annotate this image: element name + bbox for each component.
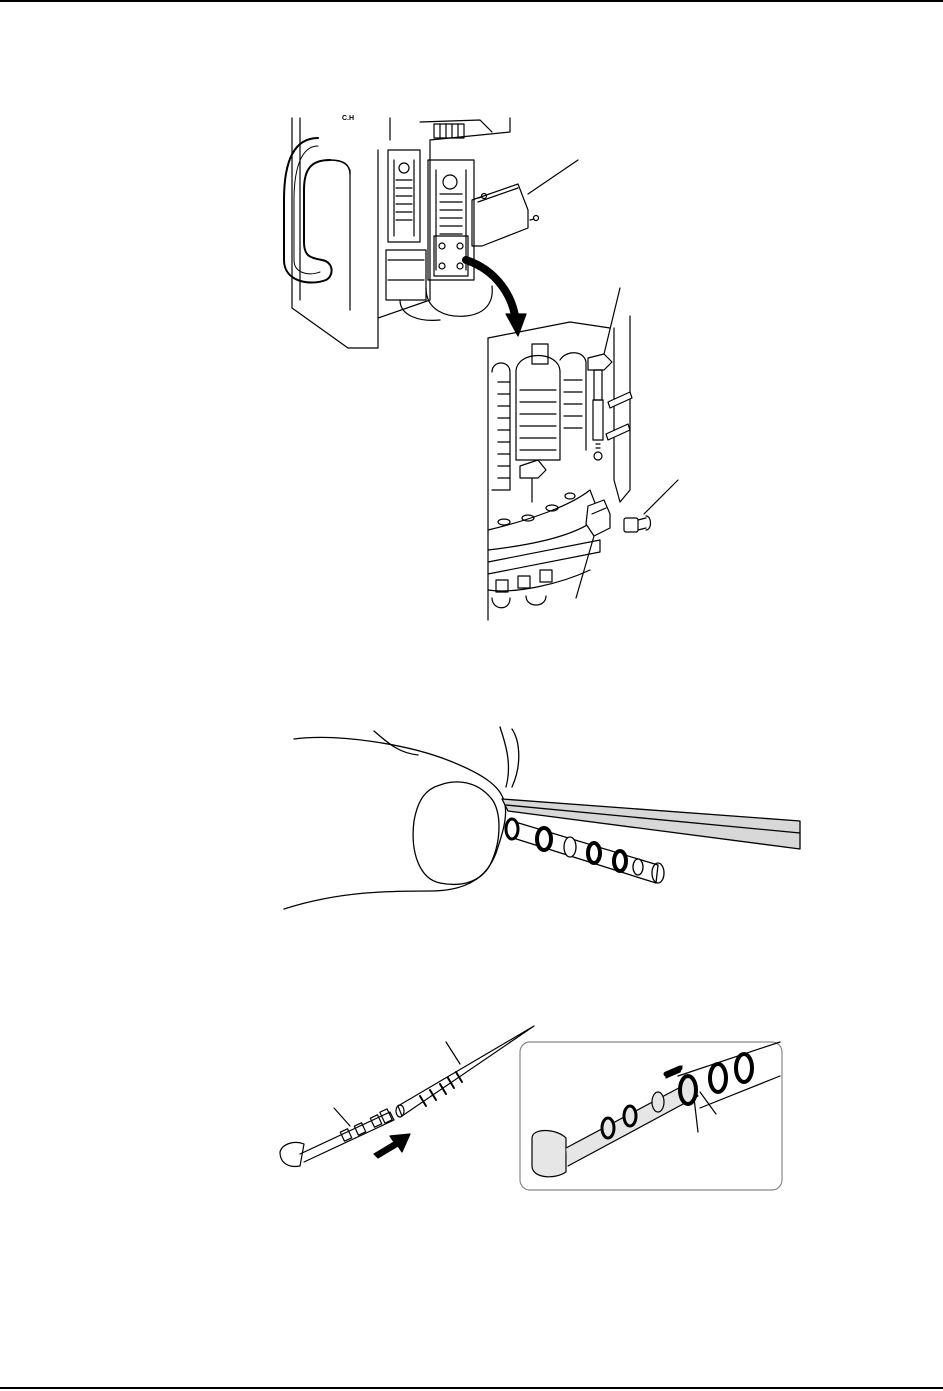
leader-screw [644, 480, 678, 514]
figure-1-cell-holder-assembly [270, 110, 710, 630]
finger-outline [284, 737, 506, 909]
unit-label: C.H [342, 115, 355, 122]
detail-right-tube [614, 316, 630, 502]
cell-clamp [586, 500, 610, 536]
oring-arrow-2 [606, 424, 630, 440]
turret-base [426, 286, 492, 316]
bottom-rule [0, 1387, 943, 1389]
leader-jig [446, 1042, 460, 1064]
cell-holder-part [280, 1109, 394, 1167]
leader-holder [334, 1108, 350, 1126]
insertion-jig [396, 1026, 534, 1117]
turret-cylinders [492, 344, 586, 490]
leader-clamp [576, 536, 594, 598]
side-cover-plate [472, 184, 528, 246]
fixing-screw [624, 516, 651, 532]
cover-screw-2 [534, 216, 539, 221]
turret-plate [488, 490, 600, 550]
top-vent [434, 124, 464, 138]
top-rule [0, 0, 943, 2]
figure-3-oring-installation [270, 1020, 790, 1195]
second-finger [500, 727, 508, 787]
leader-cell [604, 288, 620, 354]
figure-2-oring-removal [280, 725, 820, 915]
leader-cover [528, 160, 578, 194]
insert-arrow [374, 1134, 410, 1158]
cell-holder-removed [588, 354, 612, 460]
oring-arrow-1 [608, 392, 632, 408]
carry-handle [284, 138, 332, 283]
fingernail [413, 782, 499, 885]
